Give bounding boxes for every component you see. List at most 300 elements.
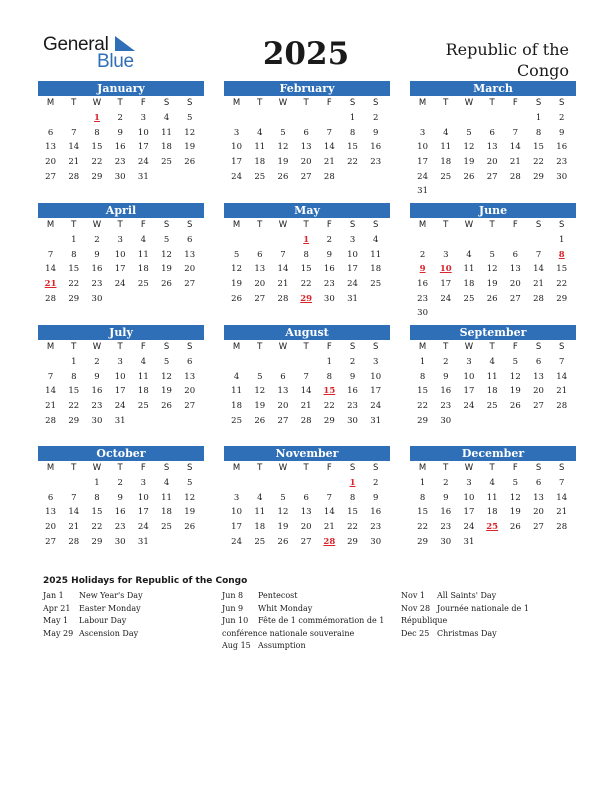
day-cell: 23 <box>91 401 103 412</box>
day-cell: 14 <box>45 264 56 275</box>
weekday-label: S <box>163 342 170 352</box>
empty-cell <box>318 111 341 126</box>
day-cell: 4 <box>163 478 170 488</box>
holiday-date: Jun 9 <box>222 603 244 613</box>
day-cell: 30 <box>91 293 103 304</box>
day-cell: 28 <box>68 171 80 182</box>
day-cell: 6 <box>303 492 309 503</box>
day-cell: 24 <box>370 401 382 412</box>
holiday-column <box>222 590 384 653</box>
weekday-label: S <box>535 98 542 108</box>
holiday-name: All Saints' Day <box>437 591 497 600</box>
day-cell: 8 <box>349 492 356 503</box>
holiday-entry <box>401 603 529 616</box>
day-cell: 26 <box>184 522 196 533</box>
day-cell: 22 <box>91 522 103 533</box>
day-grid <box>411 218 576 321</box>
weekday-label: T <box>71 342 77 352</box>
day-cell: 7 <box>47 249 54 260</box>
day-cell: 3 <box>117 235 123 245</box>
day-cell: 20 <box>45 157 56 168</box>
day-cell: 26 <box>277 536 289 547</box>
day-cell: 6 <box>512 249 519 260</box>
day-cell: 11 <box>161 127 172 138</box>
weekday-label: S <box>559 463 565 473</box>
day-cell: 21 <box>68 522 80 533</box>
month-header: May <box>224 203 390 218</box>
day-cell: 1 <box>94 478 100 488</box>
day-cell: 27 <box>184 401 196 412</box>
holiday-entry <box>222 590 384 603</box>
holiday-entry <box>401 628 529 641</box>
weekday-label: S <box>535 342 542 352</box>
month-july <box>38 325 204 428</box>
day-cell: 13 <box>184 371 196 382</box>
day-cell: 24 <box>440 293 452 304</box>
day-cell: 25 <box>231 415 242 426</box>
day-cell: 4 <box>489 357 495 367</box>
day-cell: 18 <box>137 386 149 397</box>
empty-cell <box>457 233 480 248</box>
day-cell: 15 <box>556 264 568 275</box>
day-cell: 19 <box>277 522 289 533</box>
weekday-label: S <box>373 342 379 352</box>
day-cell: 20 <box>277 401 289 412</box>
day-cell: 1 <box>349 113 356 123</box>
day-cell: 28 <box>300 415 312 426</box>
day-cell: 7 <box>303 371 309 382</box>
day-cell: 8 <box>94 127 100 138</box>
day-cell: 9 <box>117 492 123 503</box>
day-cell: 13 <box>277 386 289 397</box>
day-cell: 27 <box>509 293 521 304</box>
weekday-label: S <box>163 98 170 108</box>
month-header: July <box>38 325 204 340</box>
day-cell: 18 <box>254 522 266 533</box>
day-cell: 1 <box>419 357 426 367</box>
holiday-date <box>365 615 401 628</box>
day-cell: 17 <box>370 386 382 397</box>
day-cell: 31 <box>137 171 149 182</box>
weekday-label: T <box>303 98 309 108</box>
day-cell: 20 <box>300 522 312 533</box>
day-cell: 26 <box>509 401 521 412</box>
day-cell: 2 <box>373 113 379 123</box>
day-cell: 12 <box>509 492 521 503</box>
empty-cell <box>39 476 62 491</box>
day-cell: 6 <box>489 127 495 138</box>
day-cell: 3 <box>233 492 240 503</box>
day-cell: 9 <box>443 492 449 503</box>
holiday-name: Journée nationale de 1 <box>437 603 529 613</box>
day-cell: 27 <box>254 293 266 304</box>
day-cell: 27 <box>45 536 56 547</box>
weekday-label: S <box>535 463 542 473</box>
day-cell: 22 <box>300 279 312 290</box>
day-cell: 29 <box>347 536 358 547</box>
day-cell: 11 <box>161 492 172 503</box>
weekday-label: S <box>187 220 193 230</box>
day-cell: 2 <box>443 478 449 488</box>
weekday-label: T <box>443 220 449 230</box>
day-cell: 20 <box>254 279 266 290</box>
day-grid <box>411 96 576 199</box>
day-cell: 5 <box>512 478 519 488</box>
day-cell: 18 <box>161 142 172 153</box>
day-cell: 5 <box>187 113 193 123</box>
weekday-label: T <box>257 220 263 230</box>
day-cell: 4 <box>257 127 263 138</box>
empty-cell <box>527 233 550 248</box>
month-november <box>224 446 390 549</box>
day-cell: 12 <box>277 507 289 518</box>
day-cell: 7 <box>512 127 519 138</box>
holiday-date: Dec 25 <box>401 628 430 638</box>
day-cell: 7 <box>326 492 333 503</box>
holiday-day: 1 <box>303 235 310 245</box>
day-cell: 12 <box>161 249 172 260</box>
holiday-entry <box>186 628 384 641</box>
day-cell: 28 <box>45 293 56 304</box>
holiday-date: May 29 <box>43 628 74 638</box>
day-cell: 11 <box>463 264 475 275</box>
empty-cell <box>271 476 294 491</box>
holiday-date: Apr 21 <box>43 603 71 613</box>
day-grid <box>225 218 390 306</box>
day-cell: 21 <box>509 157 521 168</box>
day-grid <box>39 218 204 306</box>
day-cell: 7 <box>71 492 77 503</box>
day-cell: 25 <box>370 279 382 290</box>
day-cell: 13 <box>254 264 266 275</box>
day-grid <box>39 340 204 428</box>
day-grid <box>39 96 204 184</box>
day-cell: 20 <box>486 157 498 168</box>
day-cell: 27 <box>300 171 312 182</box>
day-cell: 15 <box>417 386 428 397</box>
weekday-label: F <box>140 98 146 108</box>
weekday-label: F <box>326 220 332 230</box>
day-cell: 7 <box>280 249 286 260</box>
empty-cell <box>225 355 248 370</box>
day-cell: 9 <box>559 127 565 138</box>
weekday-label: T <box>117 98 123 108</box>
day-cell: 8 <box>71 249 77 260</box>
holiday-entry <box>222 603 384 616</box>
day-cell: 18 <box>370 264 382 275</box>
weekday-label: S <box>349 463 356 473</box>
day-cell: 19 <box>254 401 266 412</box>
country-name <box>409 39 569 81</box>
day-cell: 8 <box>94 492 100 503</box>
month-header: January <box>38 81 204 96</box>
day-cell: 8 <box>349 127 356 138</box>
day-cell: 18 <box>486 507 498 518</box>
day-cell: 22 <box>417 401 428 412</box>
day-cell: 22 <box>323 401 335 412</box>
weekday-label: T <box>257 342 263 352</box>
holiday-name: Whit Monday <box>258 603 313 613</box>
day-cell: 5 <box>163 357 170 367</box>
day-cell: 2 <box>117 113 123 123</box>
day-cell: 18 <box>463 279 475 290</box>
day-cell: 15 <box>417 507 428 518</box>
day-cell: 19 <box>231 279 242 290</box>
holiday-day: 1 <box>94 113 100 123</box>
weekday-label: T <box>117 220 123 230</box>
empty-cell <box>481 233 504 248</box>
holiday-date: Jun 8 <box>222 591 244 600</box>
day-cell: 27 <box>533 522 544 533</box>
day-cell: 17 <box>137 507 149 518</box>
day-cell: 29 <box>91 171 103 182</box>
day-cell: 23 <box>370 522 382 533</box>
day-cell: 22 <box>533 157 544 168</box>
weekday-label: S <box>349 342 356 352</box>
month-april <box>38 203 204 306</box>
weekday-label: T <box>117 463 123 473</box>
day-cell: 28 <box>45 415 56 426</box>
day-cell: 10 <box>463 371 475 382</box>
day-cell: 3 <box>466 357 472 367</box>
day-cell: 23 <box>440 522 452 533</box>
weekday-label: M <box>418 220 427 230</box>
weekday-label: W <box>278 342 288 352</box>
day-cell: 1 <box>326 357 333 367</box>
day-cell: 6 <box>187 357 193 367</box>
day-cell: 3 <box>233 127 240 138</box>
day-cell: 2 <box>349 357 356 367</box>
empty-cell <box>271 355 294 370</box>
holidays-title: 2025 Holidays for Republic of the Congo <box>43 576 248 586</box>
day-cell: 23 <box>417 293 428 304</box>
weekday-label: S <box>373 98 379 108</box>
day-cell: 21 <box>45 401 56 412</box>
day-cell: 5 <box>280 492 286 503</box>
day-cell: 30 <box>417 308 428 319</box>
day-cell: 28 <box>68 536 80 547</box>
day-cell: 27 <box>486 171 498 182</box>
empty-cell <box>295 476 318 491</box>
holiday-name: Pentecost <box>258 591 298 600</box>
day-cell: 4 <box>466 249 472 260</box>
day-cell: 11 <box>486 492 498 503</box>
holiday-name: Easter Monday <box>79 603 141 613</box>
weekday-label: T <box>257 463 263 473</box>
holiday-day: 29 <box>300 293 313 304</box>
day-cell: 17 <box>114 264 126 275</box>
day-cell: 24 <box>114 279 126 290</box>
day-cell: 13 <box>300 142 312 153</box>
weekday-label: T <box>303 463 309 473</box>
day-cell: 14 <box>68 507 80 518</box>
weekday-label: F <box>140 463 146 473</box>
day-cell: 29 <box>323 415 335 426</box>
day-cell: 3 <box>140 113 147 123</box>
day-cell: 4 <box>140 357 147 367</box>
holiday-entry <box>43 590 143 603</box>
holiday-date <box>186 628 222 641</box>
day-cell: 23 <box>323 279 335 290</box>
empty-cell <box>271 111 294 126</box>
day-cell: 14 <box>509 142 521 153</box>
day-cell: 21 <box>533 279 544 290</box>
day-cell: 16 <box>114 142 126 153</box>
day-cell: 21 <box>556 386 568 397</box>
weekday-label: F <box>140 342 146 352</box>
day-cell: 8 <box>71 371 77 382</box>
day-cell: 21 <box>300 401 312 412</box>
day-cell: 27 <box>533 401 544 412</box>
day-cell: 6 <box>303 127 309 138</box>
day-cell: 26 <box>486 293 498 304</box>
day-cell: 23 <box>370 157 382 168</box>
day-cell: 8 <box>303 249 309 260</box>
weekday-label: S <box>559 98 565 108</box>
day-cell: 10 <box>370 371 382 382</box>
day-cell: 31 <box>463 536 475 547</box>
day-cell: 5 <box>233 249 240 260</box>
weekday-label: S <box>187 98 193 108</box>
day-cell: 30 <box>440 536 452 547</box>
day-cell: 17 <box>231 522 242 533</box>
month-august <box>224 325 390 428</box>
day-cell: 19 <box>509 507 521 518</box>
day-cell: 13 <box>509 264 521 275</box>
day-cell: 20 <box>184 264 196 275</box>
holiday-column <box>401 590 529 640</box>
month-header: April <box>38 203 204 218</box>
day-cell: 13 <box>486 142 498 153</box>
day-cell: 23 <box>556 157 568 168</box>
day-cell: 17 <box>114 386 126 397</box>
day-cell: 15 <box>68 264 80 275</box>
holiday-entry <box>365 615 529 628</box>
weekday-label: T <box>71 98 77 108</box>
month-header: December <box>410 446 576 461</box>
empty-cell <box>271 233 294 248</box>
day-cell: 25 <box>254 536 266 547</box>
empty-cell <box>62 111 85 126</box>
day-cell: 30 <box>556 171 568 182</box>
day-cell: 4 <box>373 235 379 245</box>
empty-cell <box>434 233 457 248</box>
weekday-label: M <box>418 463 427 473</box>
day-cell: 14 <box>277 264 289 275</box>
day-cell: 24 <box>137 157 149 168</box>
day-cell: 2 <box>94 235 100 245</box>
day-grid <box>39 461 204 549</box>
day-cell: 29 <box>533 171 544 182</box>
holiday-name: Ascension Day <box>79 628 139 638</box>
empty-cell <box>457 111 480 126</box>
empty-cell <box>295 355 318 370</box>
day-cell: 28 <box>277 293 289 304</box>
day-cell: 4 <box>233 371 240 382</box>
holiday-name: Christmas Day <box>437 628 497 638</box>
day-cell: 7 <box>559 478 565 488</box>
weekday-label: M <box>46 342 55 352</box>
day-cell: 20 <box>509 279 521 290</box>
day-cell: 26 <box>254 415 266 426</box>
day-cell: 9 <box>443 371 449 382</box>
day-cell: 11 <box>370 249 382 260</box>
weekday-label: W <box>278 220 288 230</box>
day-cell: 24 <box>114 401 126 412</box>
day-cell: 19 <box>161 264 172 275</box>
day-cell: 25 <box>161 157 172 168</box>
day-cell: 15 <box>68 386 80 397</box>
weekday-label: S <box>349 98 356 108</box>
weekday-label: S <box>187 342 193 352</box>
weekday-label: T <box>117 342 123 352</box>
holiday-day: 21 <box>44 279 57 290</box>
day-cell: 8 <box>419 492 426 503</box>
holiday-date: Aug 15 <box>222 641 251 650</box>
weekday-label: S <box>187 463 193 473</box>
holiday-entry <box>222 640 384 653</box>
day-cell: 5 <box>187 478 193 488</box>
day-cell: 25 <box>440 171 452 182</box>
day-cell: 17 <box>137 142 149 153</box>
day-cell: 2 <box>419 249 426 260</box>
day-cell: 2 <box>443 357 449 367</box>
day-cell: 5 <box>280 127 286 138</box>
day-cell: 24 <box>137 522 149 533</box>
day-cell: 22 <box>556 279 568 290</box>
day-cell: 28 <box>509 171 521 182</box>
day-cell: 22 <box>68 401 80 412</box>
day-cell: 19 <box>184 142 196 153</box>
weekday-label: W <box>92 463 102 473</box>
day-cell: 31 <box>417 186 428 197</box>
day-cell: 10 <box>137 127 149 138</box>
day-cell: 1 <box>559 235 565 245</box>
day-cell: 26 <box>161 279 172 290</box>
day-cell: 31 <box>370 415 382 426</box>
day-cell: 31 <box>347 293 358 304</box>
weekday-label: S <box>373 220 379 230</box>
empty-cell <box>411 111 434 126</box>
day-cell: 5 <box>512 357 519 367</box>
holiday-date: May 1 <box>43 616 69 625</box>
weekday-label: W <box>464 342 474 352</box>
weekday-label: M <box>232 342 241 352</box>
weekday-label: S <box>559 220 565 230</box>
day-cell: 3 <box>349 235 356 245</box>
holiday-date: Nov 1 <box>401 591 425 600</box>
day-cell: 11 <box>231 386 242 397</box>
weekday-label: S <box>163 463 170 473</box>
day-cell: 14 <box>300 386 312 397</box>
day-cell: 14 <box>68 142 80 153</box>
day-cell: 7 <box>326 127 333 138</box>
empty-cell <box>39 233 62 248</box>
weekday-label: S <box>535 220 542 230</box>
weekday-label: F <box>512 463 518 473</box>
day-cell: 2 <box>117 478 123 488</box>
day-cell: 28 <box>556 522 568 533</box>
day-cell: 7 <box>559 357 565 367</box>
holiday-column <box>43 590 143 640</box>
day-cell: 12 <box>277 142 289 153</box>
day-cell: 1 <box>71 357 77 367</box>
day-grid <box>411 461 576 549</box>
day-cell: 14 <box>556 492 568 503</box>
day-cell: 13 <box>300 507 312 518</box>
day-cell: 15 <box>91 507 103 518</box>
day-cell: 26 <box>231 293 242 304</box>
